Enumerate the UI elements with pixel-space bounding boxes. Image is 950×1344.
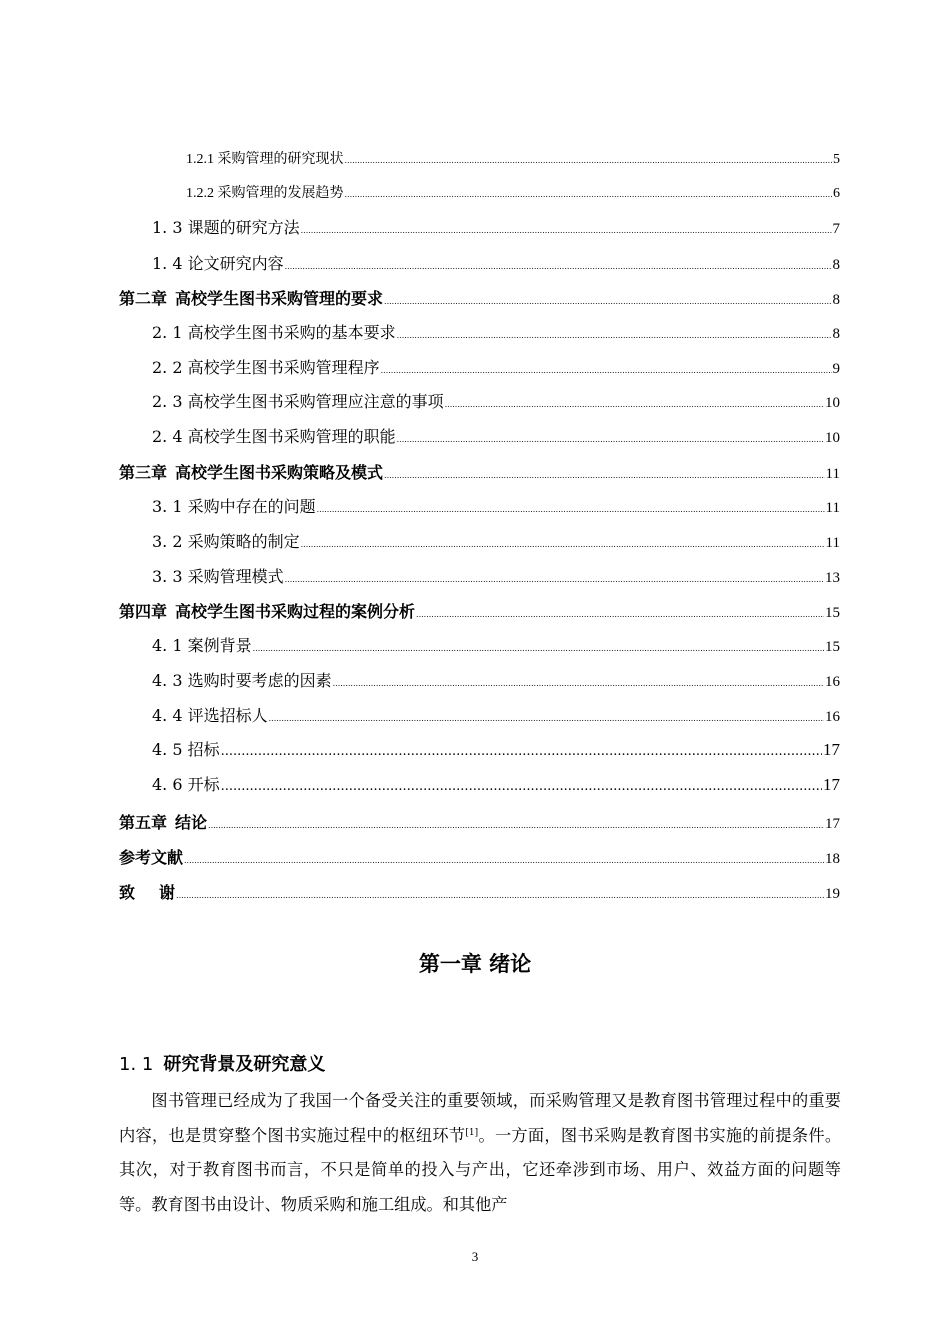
toc-leader-dots (384, 297, 831, 306)
toc-entry[interactable] (152, 355, 840, 378)
toc-chapter-title: 高校学生图书采购过程的案例分析 (175, 602, 416, 621)
toc-leader-dots (269, 714, 824, 723)
toc-entry-label: 1.2.1 采购管理的研究现状 (186, 152, 344, 167)
section-number: 1. 1 (119, 1054, 154, 1075)
toc-leader-dots (253, 644, 824, 653)
toc-leader-dots (208, 821, 824, 830)
toc-entry-label: 3. 3 采购管理模式 (152, 567, 284, 586)
toc-leader-dots (416, 610, 824, 619)
toc-page-number: 10 (825, 395, 840, 411)
toc-entry[interactable] (152, 564, 840, 587)
toc-page-number: 16 (825, 709, 840, 725)
toc-chapter-entry[interactable] (119, 599, 840, 622)
toc-page-number: 17 (825, 816, 840, 832)
toc-leader-dots (333, 679, 824, 688)
toc-entry-label: 4. 5 招标 (152, 740, 220, 759)
toc-leader-dots (317, 505, 825, 514)
toc-page-number: 18 (825, 851, 840, 867)
toc-chapter-number: 第二章 (119, 289, 168, 308)
toc-chapter-label (119, 286, 383, 309)
toc-entry[interactable] (152, 215, 840, 238)
toc-chapter-number: 致 (119, 883, 136, 902)
toc-entry-label: 3. 2 采购策略的制定 (152, 532, 300, 551)
toc-entry[interactable] (152, 389, 840, 412)
toc-leader-dots (397, 331, 832, 340)
toc-page-number: 11 (825, 535, 840, 551)
toc-page-number: 17 (823, 775, 840, 794)
toc-leader-dots (221, 744, 822, 759)
toc-chapter-title: 谢 (159, 883, 176, 902)
toc-page-number: 11 (825, 466, 840, 482)
toc-page-number: 9 (832, 361, 840, 377)
toc-leader-dots (445, 400, 824, 409)
toc-chapter-title: 高校学生图书采购管理的要求 (175, 289, 384, 308)
toc-page-number: 6 (833, 186, 840, 201)
toc-leader-dots (345, 156, 833, 165)
toc-entry[interactable] (152, 251, 840, 274)
toc-page-number: 19 (825, 886, 840, 902)
toc-entry-label: 4. 6 开标 (152, 775, 220, 794)
toc-chapter-title: 结论 (175, 813, 208, 832)
section-heading (119, 1050, 325, 1076)
toc-entry-label: 4. 3 选购时要考虑的因素 (152, 671, 332, 690)
toc-page-number: 15 (825, 639, 840, 655)
toc-entry-label: 2. 1 高校学生图书采购的基本要求 (152, 323, 396, 342)
toc-page-number: 8 (832, 257, 840, 273)
toc-entry[interactable] (152, 424, 840, 447)
toc-chapter-label (119, 880, 175, 903)
toc-leader-dots (345, 190, 833, 199)
toc-entry-label: 参考文献 (119, 848, 184, 867)
toc-leader-dots (384, 471, 825, 480)
body-text-part: 。一方面，图书采购是教育图书实施的前提条件。其次，对于教育图书而言，不只是简单的投入与产出，它还牵涉到市场、用户、效益方面的问题等等。教育图书由设计、物质采购和施工组成。和其他产 (119, 1125, 842, 1214)
toc-leader-dots (381, 366, 832, 375)
toc-page-number: 5 (833, 152, 840, 167)
toc-entry-label: 1. 4 论文研究内容 (152, 254, 284, 273)
chapter-title: 第一章 绪论 (418, 952, 532, 976)
toc-page-number: 17 (823, 740, 840, 759)
toc-chapter-entry[interactable] (119, 810, 840, 833)
toc-entry[interactable] (186, 148, 840, 168)
toc-entry[interactable] (152, 529, 840, 552)
toc-entry-label: 2. 3 高校学生图书采购管理应注意的事项 (152, 392, 444, 411)
toc-leader-dots (176, 891, 824, 900)
toc-entry[interactable] (152, 320, 840, 343)
toc-entry-label: 2. 2 高校学生图书采购管理程序 (152, 358, 380, 377)
toc-page-number: 8 (832, 326, 840, 342)
toc-leader-dots (221, 779, 822, 794)
toc-entry[interactable] (152, 737, 840, 760)
toc-chapter-entry[interactable] (119, 286, 840, 309)
toc-entry[interactable] (152, 703, 840, 726)
toc-leader-dots (301, 226, 832, 235)
toc-leader-dots (285, 262, 832, 271)
toc-entry[interactable] (152, 494, 840, 517)
toc-entry[interactable] (152, 633, 840, 656)
toc-page-number: 7 (832, 221, 840, 237)
toc-page-number: 11 (825, 500, 840, 516)
toc-chapter-number: 第四章 (119, 602, 168, 621)
toc-chapter-label (119, 460, 383, 483)
page-number: 3 (471, 1249, 479, 1264)
toc-entry[interactable] (152, 772, 840, 795)
toc-chapter-title: 高校学生图书采购策略及模式 (175, 463, 384, 482)
toc-entry[interactable] (186, 182, 840, 202)
body-paragraph (119, 1084, 841, 1222)
toc-leader-dots (184, 856, 824, 865)
body-text-part: 图书管理已经成为了我国一个备受关注的重要领域，而采购管理又是教育图书管理过程中的重要内容，也是贯穿整个图书实施过程中的枢纽环节 (119, 1091, 841, 1145)
toc-chapter-number: 第五章 (119, 813, 168, 832)
toc-entry[interactable] (152, 668, 840, 691)
toc-chapter-label (119, 599, 415, 622)
toc-leader-dots (285, 575, 824, 584)
toc-page-number: 16 (825, 674, 840, 690)
toc-chapter-entry[interactable] (119, 460, 840, 483)
toc-chapter-label (119, 810, 207, 833)
toc-chapter-number: 第三章 (119, 463, 168, 482)
toc-entry-label: 4. 4 评选招标人 (152, 706, 268, 725)
toc-entry-label: 2. 4 高校学生图书采购管理的职能 (152, 427, 396, 446)
section-title: 研究背景及研究意义 (163, 1054, 326, 1075)
toc-page-number: 13 (825, 570, 840, 586)
toc-entry-label: 3. 1 采购中存在的问题 (152, 497, 316, 516)
toc-chapter-entry[interactable] (119, 880, 840, 903)
toc-leader-dots (301, 540, 825, 549)
toc-page-number: 15 (825, 605, 840, 621)
toc-page-number: 8 (832, 292, 840, 308)
toc-entry-label: 1.2.2 采购管理的发展趋势 (186, 186, 344, 201)
toc-page-number: 10 (825, 430, 840, 446)
toc-entry-label: 4. 1 案例背景 (152, 636, 252, 655)
citation-ref[interactable]: [1] (465, 1127, 479, 1138)
toc-leader-dots (397, 435, 824, 444)
toc-chapter-entry[interactable] (119, 845, 840, 868)
toc-entry-label: 1. 3 课题的研究方法 (152, 218, 300, 237)
